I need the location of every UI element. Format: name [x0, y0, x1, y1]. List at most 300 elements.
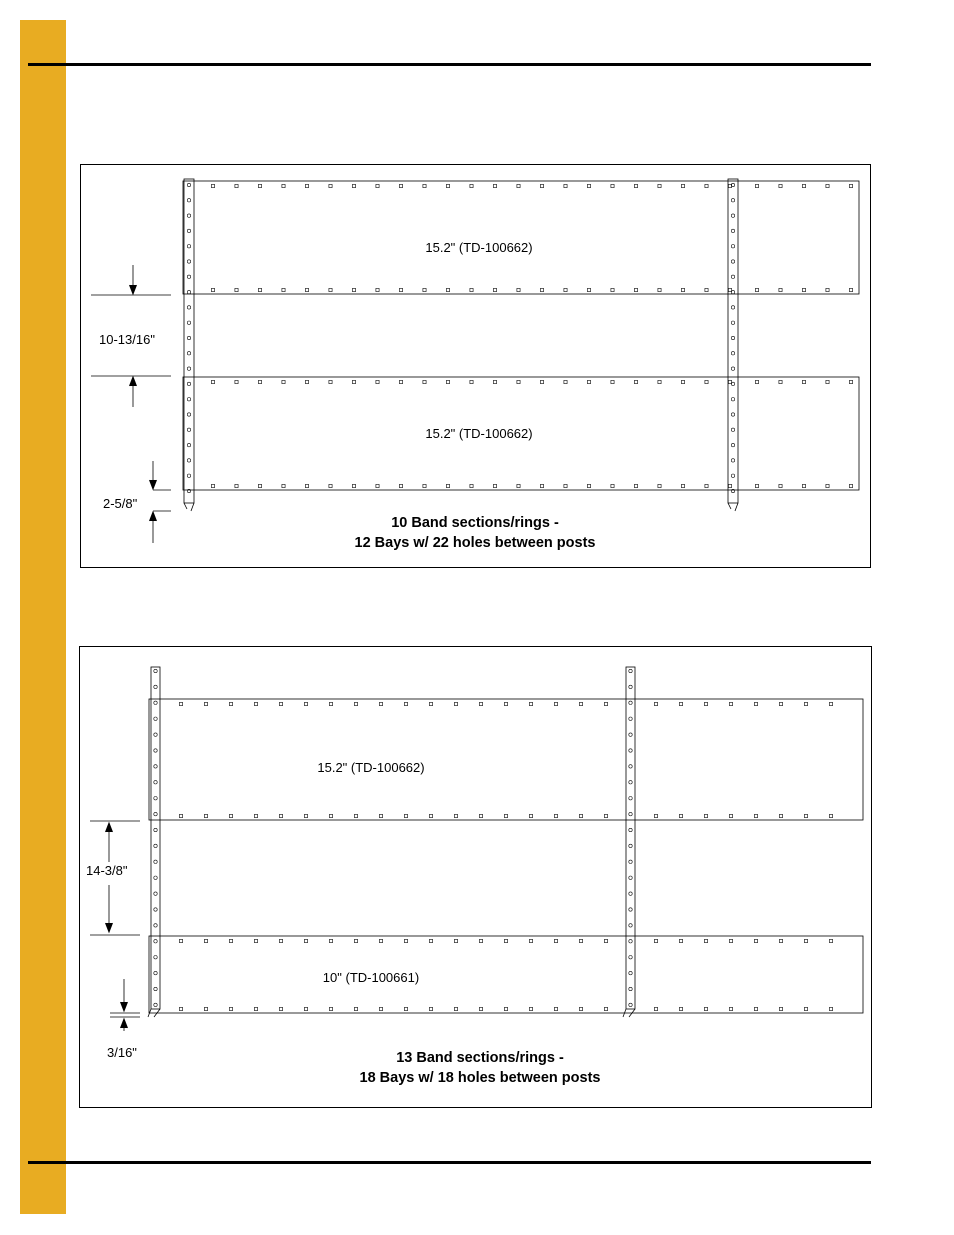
- post-hole: [154, 892, 157, 895]
- band-hole: [754, 939, 757, 942]
- band-hole: [829, 702, 832, 705]
- post-hole: [731, 245, 734, 248]
- band-hole: [493, 380, 496, 383]
- post-hole: [154, 781, 157, 784]
- band-hole: [282, 380, 285, 383]
- dimension-arrowhead: [121, 1002, 128, 1011]
- post-foot: [735, 503, 738, 511]
- post-hole: [154, 749, 157, 752]
- band-hole: [446, 288, 449, 291]
- band-hole: [258, 288, 261, 291]
- band-hole: [470, 484, 473, 487]
- band-hole: [279, 814, 282, 817]
- caption-line-2: 18 Bays w/ 18 holes between posts: [359, 1070, 601, 1086]
- band-diagram-2-drawing: [80, 647, 871, 1107]
- band-hole: [705, 288, 708, 291]
- band-hole: [423, 184, 426, 187]
- post-hole: [731, 260, 734, 263]
- dimension-gap-label: 14-3/8": [86, 863, 128, 878]
- band-hole: [804, 939, 807, 942]
- band-hole: [826, 184, 829, 187]
- post-hole: [731, 443, 734, 446]
- band-hole: [529, 1007, 532, 1010]
- band-hole: [554, 814, 557, 817]
- dimension-bottom-label: 3/16": [107, 1045, 137, 1060]
- upper-band: [149, 699, 863, 820]
- band-hole: [404, 1007, 407, 1010]
- post-hole: [154, 828, 157, 831]
- post-hole: [629, 940, 632, 943]
- band-hole: [204, 939, 207, 942]
- dimension-arrowhead: [130, 377, 137, 386]
- band-hole: [454, 1007, 457, 1010]
- band-hole: [329, 702, 332, 705]
- band-hole: [479, 939, 482, 942]
- band-hole: [229, 814, 232, 817]
- band-hole: [179, 1007, 182, 1010]
- band-hole: [305, 288, 308, 291]
- band-hole: [564, 288, 567, 291]
- band-hole: [429, 702, 432, 705]
- post-hole: [731, 474, 734, 477]
- post-hole: [187, 352, 190, 355]
- band-hole: [705, 380, 708, 383]
- post-hole: [154, 733, 157, 736]
- band-hole: [779, 184, 782, 187]
- band-hole: [211, 288, 214, 291]
- band-hole: [564, 184, 567, 187]
- band-hole: [376, 484, 379, 487]
- band-hole: [470, 184, 473, 187]
- band-hole: [179, 702, 182, 705]
- post-hole: [187, 382, 190, 385]
- band-hole: [611, 380, 614, 383]
- post-hole: [629, 781, 632, 784]
- band-hole: [329, 939, 332, 942]
- band-hole: [254, 814, 257, 817]
- band-hole: [705, 484, 708, 487]
- band-hole: [282, 288, 285, 291]
- band-hole: [587, 288, 590, 291]
- band-hole: [229, 702, 232, 705]
- post-hole: [629, 765, 632, 768]
- band-hole: [681, 288, 684, 291]
- caption-line-1: 13 Band sections/rings -: [396, 1050, 564, 1066]
- band-hole: [540, 380, 543, 383]
- band-hole: [517, 484, 520, 487]
- band-hole: [755, 484, 758, 487]
- dimension-arrowhead: [150, 480, 157, 489]
- band-hole: [279, 702, 282, 705]
- footer-rule: [28, 1161, 871, 1164]
- post-hole: [187, 290, 190, 293]
- post-hole: [731, 214, 734, 217]
- band-hole: [679, 702, 682, 705]
- band-hole: [579, 1007, 582, 1010]
- band-hole: [564, 380, 567, 383]
- band-hole: [429, 1007, 432, 1010]
- band-hole: [258, 484, 261, 487]
- post-hole: [731, 413, 734, 416]
- post-hole: [629, 685, 632, 688]
- band-hole: [446, 380, 449, 383]
- band-hole: [504, 1007, 507, 1010]
- post-hole: [629, 971, 632, 974]
- band-hole: [554, 1007, 557, 1010]
- post-hole: [154, 971, 157, 974]
- band-upper-label: 15.2" (TD-100662): [425, 240, 533, 255]
- band-hole: [681, 184, 684, 187]
- post-hole: [629, 956, 632, 959]
- header-rule: [28, 63, 871, 66]
- band-hole: [204, 1007, 207, 1010]
- side-tab: [20, 20, 66, 1214]
- left-post: [184, 179, 194, 503]
- band-diagram-2: [79, 646, 872, 1108]
- post-foot: [191, 503, 194, 511]
- band-hole: [802, 380, 805, 383]
- post-hole: [187, 367, 190, 370]
- band-hole: [634, 380, 637, 383]
- band-hole: [304, 814, 307, 817]
- center-post: [626, 667, 635, 1009]
- band-hole: [479, 1007, 482, 1010]
- band-hole: [755, 184, 758, 187]
- band-hole: [352, 288, 355, 291]
- band-hole: [729, 1007, 732, 1010]
- band-hole: [654, 702, 657, 705]
- post-hole: [187, 398, 190, 401]
- post-hole: [187, 459, 190, 462]
- band-hole: [728, 484, 731, 487]
- post-hole: [629, 860, 632, 863]
- band-hole: [423, 380, 426, 383]
- band-hole: [604, 814, 607, 817]
- band-hole: [554, 702, 557, 705]
- post-hole: [187, 260, 190, 263]
- band-hole: [404, 814, 407, 817]
- post-hole: [154, 987, 157, 990]
- post-foot: [184, 503, 187, 509]
- band-hole: [611, 184, 614, 187]
- band-hole: [429, 814, 432, 817]
- band-hole: [279, 1007, 282, 1010]
- band-hole: [826, 288, 829, 291]
- post-hole: [154, 860, 157, 863]
- dimension-arrowhead: [130, 285, 137, 294]
- band-hole: [399, 484, 402, 487]
- post-hole: [731, 459, 734, 462]
- band-hole: [399, 380, 402, 383]
- post-hole: [154, 717, 157, 720]
- band-hole: [379, 1007, 382, 1010]
- band-hole: [304, 939, 307, 942]
- band-hole: [493, 288, 496, 291]
- band-hole: [755, 380, 758, 383]
- band-hole: [352, 380, 355, 383]
- band-hole: [376, 288, 379, 291]
- band-hole: [579, 814, 582, 817]
- band-hole: [446, 184, 449, 187]
- post-hole: [629, 812, 632, 815]
- band-hole: [399, 288, 402, 291]
- band-hole: [779, 484, 782, 487]
- band-hole: [258, 184, 261, 187]
- band-hole: [729, 939, 732, 942]
- band-hole: [235, 380, 238, 383]
- band-hole: [352, 484, 355, 487]
- band-hole: [681, 484, 684, 487]
- post-hole: [154, 844, 157, 847]
- band-hole: [329, 814, 332, 817]
- caption-line-2: 12 Bays w/ 22 holes between posts: [354, 535, 596, 551]
- dimension-gap-label: 10-13/16": [99, 332, 155, 347]
- band-hole: [658, 484, 661, 487]
- band-hole: [329, 484, 332, 487]
- band-hole: [604, 939, 607, 942]
- band-hole: [493, 484, 496, 487]
- caption-line-1: 10 Band sections/rings -: [391, 515, 559, 531]
- post-hole: [629, 892, 632, 895]
- post-hole: [629, 669, 632, 672]
- band-hole: [587, 380, 590, 383]
- post-hole: [629, 987, 632, 990]
- band-hole: [779, 380, 782, 383]
- band-hole: [423, 484, 426, 487]
- post-hole: [629, 797, 632, 800]
- band-hole: [804, 702, 807, 705]
- band-hole: [235, 184, 238, 187]
- band-hole: [379, 939, 382, 942]
- band-hole: [179, 939, 182, 942]
- band-hole: [849, 484, 852, 487]
- band-hole: [564, 484, 567, 487]
- band-hole: [399, 184, 402, 187]
- band-hole: [579, 939, 582, 942]
- band-hole: [654, 1007, 657, 1010]
- post-hole: [731, 229, 734, 232]
- band-hole: [352, 184, 355, 187]
- band-hole: [282, 184, 285, 187]
- post-hole: [629, 749, 632, 752]
- post-hole: [187, 275, 190, 278]
- band-hole: [254, 939, 257, 942]
- band-lower-label: 15.2" (TD-100662): [425, 426, 533, 441]
- post-hole: [187, 321, 190, 324]
- band-hole: [604, 702, 607, 705]
- post-hole: [154, 701, 157, 704]
- band-hole: [554, 939, 557, 942]
- band-hole: [470, 288, 473, 291]
- band-hole: [604, 1007, 607, 1010]
- post-hole: [731, 321, 734, 324]
- band-hole: [704, 939, 707, 942]
- post-hole: [187, 214, 190, 217]
- band-hole: [329, 288, 332, 291]
- band-hole: [529, 702, 532, 705]
- post-hole: [187, 474, 190, 477]
- band-hole: [754, 814, 757, 817]
- band-hole: [493, 184, 496, 187]
- post-hole: [154, 1003, 157, 1006]
- band-hole: [804, 1007, 807, 1010]
- band-hole: [802, 484, 805, 487]
- band-hole: [376, 184, 379, 187]
- band-hole: [354, 939, 357, 942]
- band-hole: [654, 939, 657, 942]
- band-hole: [470, 380, 473, 383]
- band-hole: [454, 939, 457, 942]
- band-hole: [305, 484, 308, 487]
- band-hole: [305, 184, 308, 187]
- band-hole: [529, 939, 532, 942]
- band-hole: [379, 702, 382, 705]
- band-hole: [376, 380, 379, 383]
- band-hole: [204, 814, 207, 817]
- band-hole: [826, 484, 829, 487]
- band-hole: [779, 702, 782, 705]
- band-hole: [658, 288, 661, 291]
- band-hole: [354, 702, 357, 705]
- post-hole: [154, 797, 157, 800]
- band-hole: [755, 288, 758, 291]
- dimension-arrowhead: [121, 1019, 128, 1028]
- band-hole: [540, 484, 543, 487]
- band-hole: [229, 1007, 232, 1010]
- band-hole: [305, 380, 308, 383]
- band-hole: [179, 814, 182, 817]
- post-hole: [629, 924, 632, 927]
- band-hole: [728, 288, 731, 291]
- band-hole: [829, 939, 832, 942]
- band-hole: [829, 814, 832, 817]
- dimension-arrowhead: [106, 823, 113, 832]
- band-hole: [634, 184, 637, 187]
- dimension-arrowhead: [150, 512, 157, 521]
- band-hole: [654, 814, 657, 817]
- band-hole: [704, 814, 707, 817]
- band-hole: [404, 702, 407, 705]
- post-hole: [154, 908, 157, 911]
- post-hole: [629, 701, 632, 704]
- band-hole: [634, 484, 637, 487]
- band-hole: [254, 1007, 257, 1010]
- left-post: [151, 667, 160, 1009]
- center-post: [728, 179, 738, 503]
- band-hole: [579, 702, 582, 705]
- band-hole: [658, 380, 661, 383]
- band-hole: [429, 939, 432, 942]
- band-hole: [802, 288, 805, 291]
- band-hole: [679, 939, 682, 942]
- band-hole: [517, 184, 520, 187]
- band-hole: [826, 380, 829, 383]
- band-hole: [804, 814, 807, 817]
- band-hole: [729, 702, 732, 705]
- band-hole: [849, 184, 852, 187]
- band-hole: [587, 484, 590, 487]
- band-hole: [634, 288, 637, 291]
- band-hole: [479, 702, 482, 705]
- band-hole: [479, 814, 482, 817]
- lower-band: [149, 936, 863, 1013]
- post-hole: [629, 844, 632, 847]
- post-hole: [731, 352, 734, 355]
- band-hole: [279, 939, 282, 942]
- band-upper-label: 15.2" (TD-100662): [317, 760, 425, 775]
- band-hole: [204, 702, 207, 705]
- upper-band: [183, 181, 859, 294]
- band-hole: [779, 288, 782, 291]
- post-hole: [629, 717, 632, 720]
- post-hole: [154, 940, 157, 943]
- band-hole: [587, 184, 590, 187]
- band-hole: [454, 702, 457, 705]
- dimension-bottom-label: 2-5/8": [103, 496, 138, 511]
- band-hole: [446, 484, 449, 487]
- post-hole: [629, 908, 632, 911]
- band-hole: [404, 939, 407, 942]
- post-hole: [154, 669, 157, 672]
- band-hole: [504, 939, 507, 942]
- band-hole: [504, 814, 507, 817]
- post-hole: [731, 428, 734, 431]
- band-hole: [779, 814, 782, 817]
- band-hole: [704, 1007, 707, 1010]
- post-foot: [728, 503, 731, 509]
- band-hole: [611, 288, 614, 291]
- band-hole: [829, 1007, 832, 1010]
- band-hole: [849, 288, 852, 291]
- band-hole: [329, 1007, 332, 1010]
- band-hole: [304, 1007, 307, 1010]
- post-hole: [154, 765, 157, 768]
- post-hole: [187, 183, 190, 186]
- band-hole: [754, 1007, 757, 1010]
- band-hole: [235, 484, 238, 487]
- band-hole: [728, 380, 731, 383]
- post-hole: [731, 336, 734, 339]
- band-hole: [729, 814, 732, 817]
- dimension-arrowhead: [106, 923, 113, 932]
- band-hole: [517, 288, 520, 291]
- post-hole: [187, 336, 190, 339]
- band-hole: [379, 814, 382, 817]
- band-hole: [849, 380, 852, 383]
- post-hole: [187, 413, 190, 416]
- band-hole: [423, 288, 426, 291]
- post-hole: [731, 367, 734, 370]
- band-hole: [611, 484, 614, 487]
- post-hole: [629, 733, 632, 736]
- band-hole: [229, 939, 232, 942]
- post-hole: [187, 428, 190, 431]
- band-hole: [779, 939, 782, 942]
- post-hole: [187, 229, 190, 232]
- band-hole: [540, 288, 543, 291]
- post-hole: [154, 924, 157, 927]
- band-hole: [354, 1007, 357, 1010]
- band-lower-label: 10" (TD-100661): [322, 970, 420, 985]
- band-diagram-1: [80, 164, 871, 568]
- band-hole: [254, 702, 257, 705]
- band-hole: [704, 702, 707, 705]
- post-hole: [731, 275, 734, 278]
- band-hole: [304, 702, 307, 705]
- band-hole: [679, 814, 682, 817]
- band-hole: [211, 484, 214, 487]
- post-hole: [187, 306, 190, 309]
